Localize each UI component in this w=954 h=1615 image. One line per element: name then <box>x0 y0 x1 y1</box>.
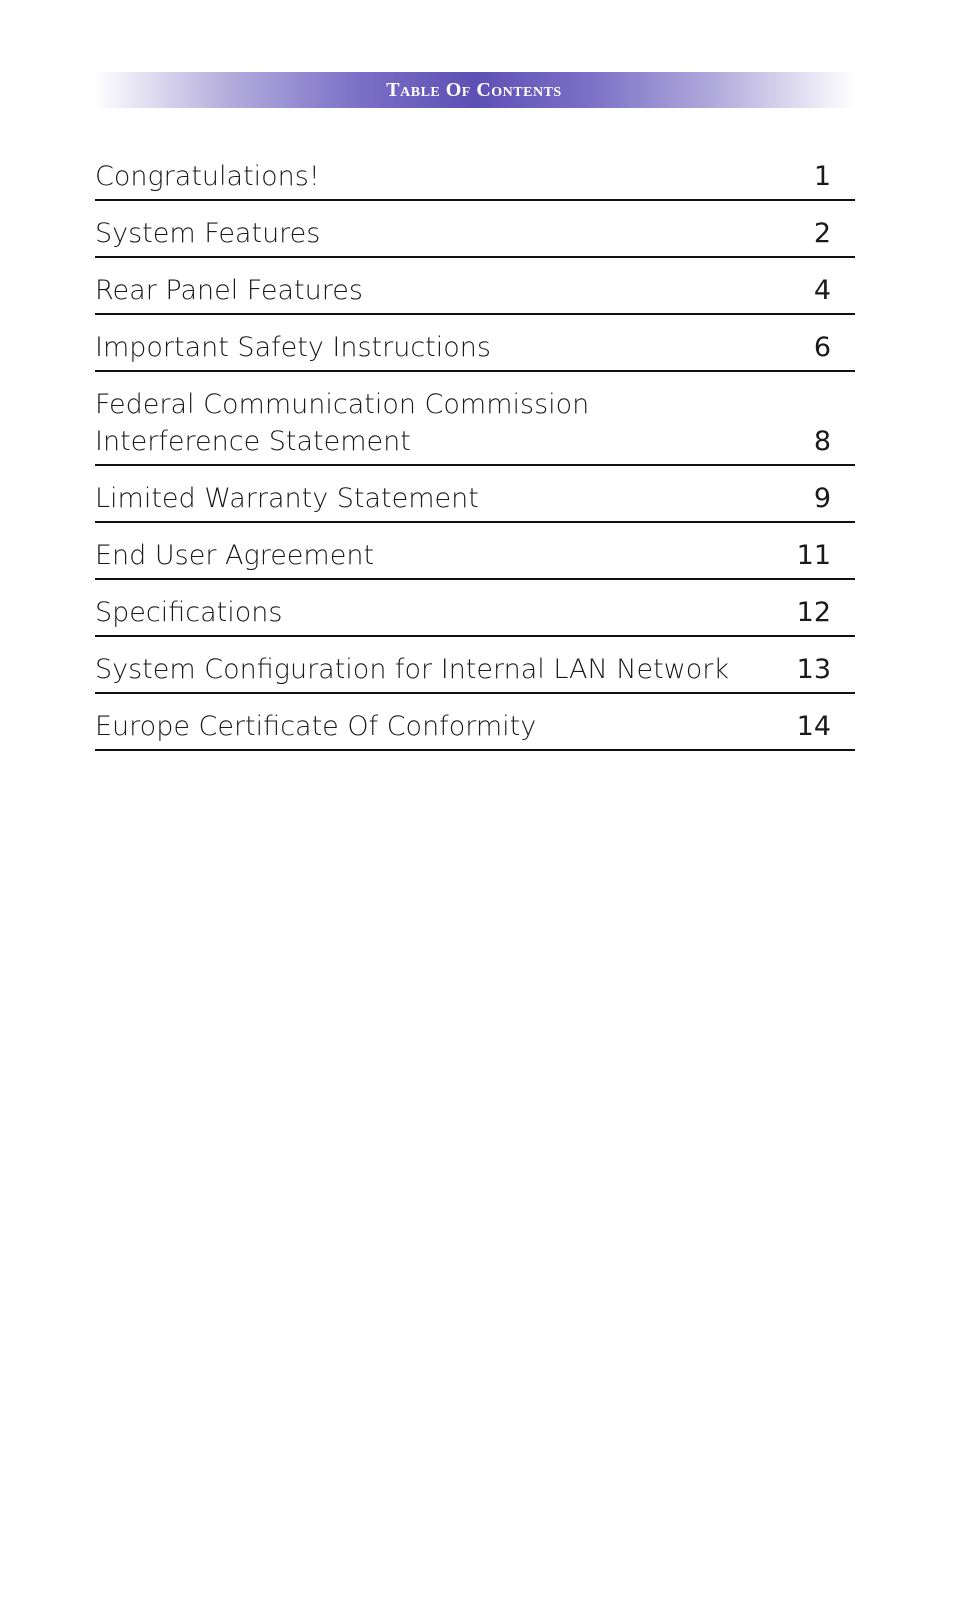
toc-entry-page: 6 <box>813 332 831 363</box>
toc-entry-title: System Features <box>95 218 321 249</box>
toc-row[interactable] <box>95 480 855 523</box>
toc-entry-title: Federal Communication Commission Interference Statement <box>95 389 590 457</box>
toc-entry-title: Important Safety Instructions <box>95 332 491 363</box>
toc-row[interactable] <box>95 537 855 580</box>
header-bar <box>93 72 855 108</box>
toc-entry-page: 2 <box>813 218 831 249</box>
toc-entry-page: 12 <box>796 597 831 628</box>
toc-row[interactable] <box>95 708 855 751</box>
toc-entry-title: Rear Panel Features <box>95 275 363 306</box>
page-title: Table Of Contents <box>386 78 562 101</box>
toc-entry-page: 14 <box>796 711 831 742</box>
toc-row[interactable] <box>95 329 855 372</box>
toc-row[interactable] <box>95 272 855 315</box>
toc-entry-title: Europe Certificate Of Conformity <box>95 711 537 742</box>
toc-entry-title: System Configuration for Internal LAN Network <box>95 654 730 685</box>
toc-entry-page: 13 <box>796 654 831 685</box>
toc-row[interactable] <box>95 594 855 637</box>
toc-row[interactable] <box>95 651 855 694</box>
table-of-contents <box>95 158 855 751</box>
toc-entry-page: 11 <box>796 540 831 571</box>
toc-entry-title: Congratulations! <box>95 161 320 192</box>
toc-entry-page: 1 <box>813 161 831 192</box>
toc-entry-page: 8 <box>813 426 831 457</box>
toc-entry-title: Limited Warranty Statement <box>95 483 479 514</box>
toc-row[interactable] <box>95 386 855 466</box>
toc-entry-title: Specifications <box>95 597 283 628</box>
toc-row[interactable] <box>95 215 855 258</box>
toc-entry-title: End User Agreement <box>95 540 375 571</box>
toc-row[interactable] <box>95 158 855 201</box>
toc-entry-page: 4 <box>813 275 831 306</box>
toc-entry-page: 9 <box>813 483 831 514</box>
